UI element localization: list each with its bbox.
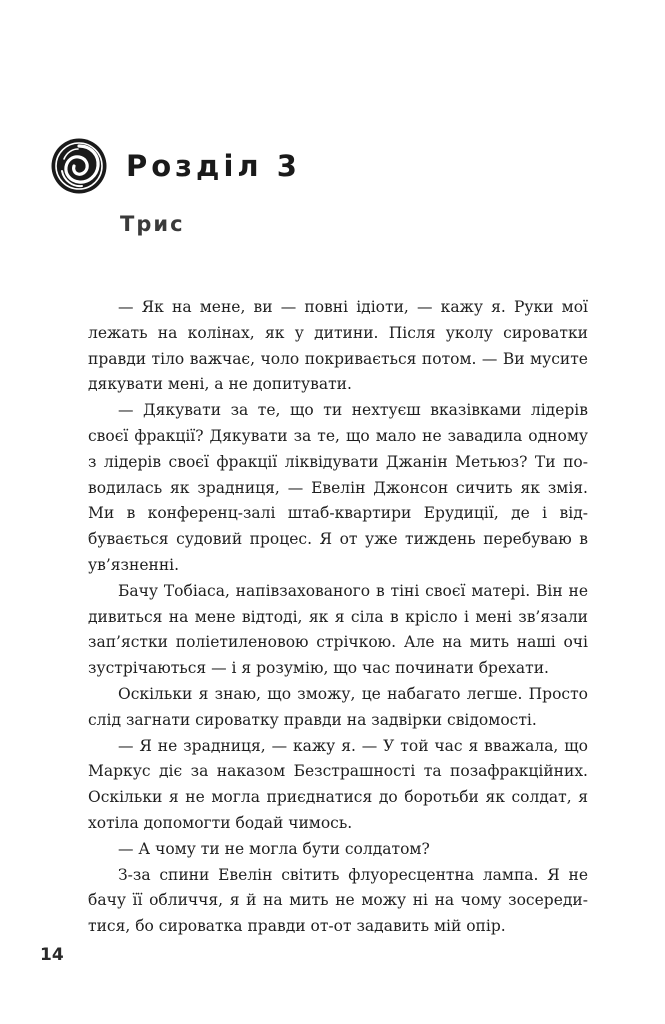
body-text [88, 295, 588, 940]
paragraph: Оскільки я знаю, що зможу, це набагато легше. Просто слід загнати сироватку правди на задвірки свідомості. [88, 684, 588, 729]
paragraph: — Дякувати за те, що ти нехтуєш вказівками лідерів своєї фракції? Дякувати за те, що мало не завадила одному з лідерів своєї фракції ліквідувати Джанін Метьюз? Ти поводилась як зрадниця, — Евелін Джонсон сичить як змія. Ми в конференц-залі штаб-квартири Ерудиції, де і відбувається судовий процес. Я от уже тиждень перебуваю в ув’язненні. [88, 401, 588, 574]
chapter-title: Розділ 3 [126, 149, 301, 183]
paragraph: — А чому ти не могла бути солдатом? [118, 839, 430, 858]
paragraph: — Як на мене, ви — повні ідіоти, — кажу я. Руки мої лежать на колінах, як у дитини. Після уколу сироватки правди тіло важчає, чоло покривається потом. — Ви мусите дякувати мені, а не допитувати. [88, 298, 588, 394]
swirl-icon [50, 137, 108, 195]
page-number: 14 [40, 945, 64, 965]
paragraph: — Я не зрадниця, — кажу я. — У той час я вважала, що Маркус діє за наказом Безстрашності та позафракційних. Оскільки я не могла приєднатися до боротьби як солдат, я хотіла допомогти бодай чимось. [88, 736, 588, 832]
chapter-heading [50, 136, 301, 196]
paragraph: З-за спини Евелін світить флуоресцентна лампа. Я не бачу її обличчя, я й на мить не можу ні на чому зосередитися, бо сироватка правди от-от задавить мій опір. [88, 865, 588, 936]
paragraph: Бачу Тобіаса, напівзахованого в тіні своєї матері. Він не дивиться на мене відтоді, як я сіла в крісло і мені зв’язали зап’ястки поліетиленовою стрічкою. Але на мить наші очі зустрічаються — і я розумію, що час починати брехати. [88, 581, 588, 678]
narrator-name: Трис [120, 212, 185, 236]
